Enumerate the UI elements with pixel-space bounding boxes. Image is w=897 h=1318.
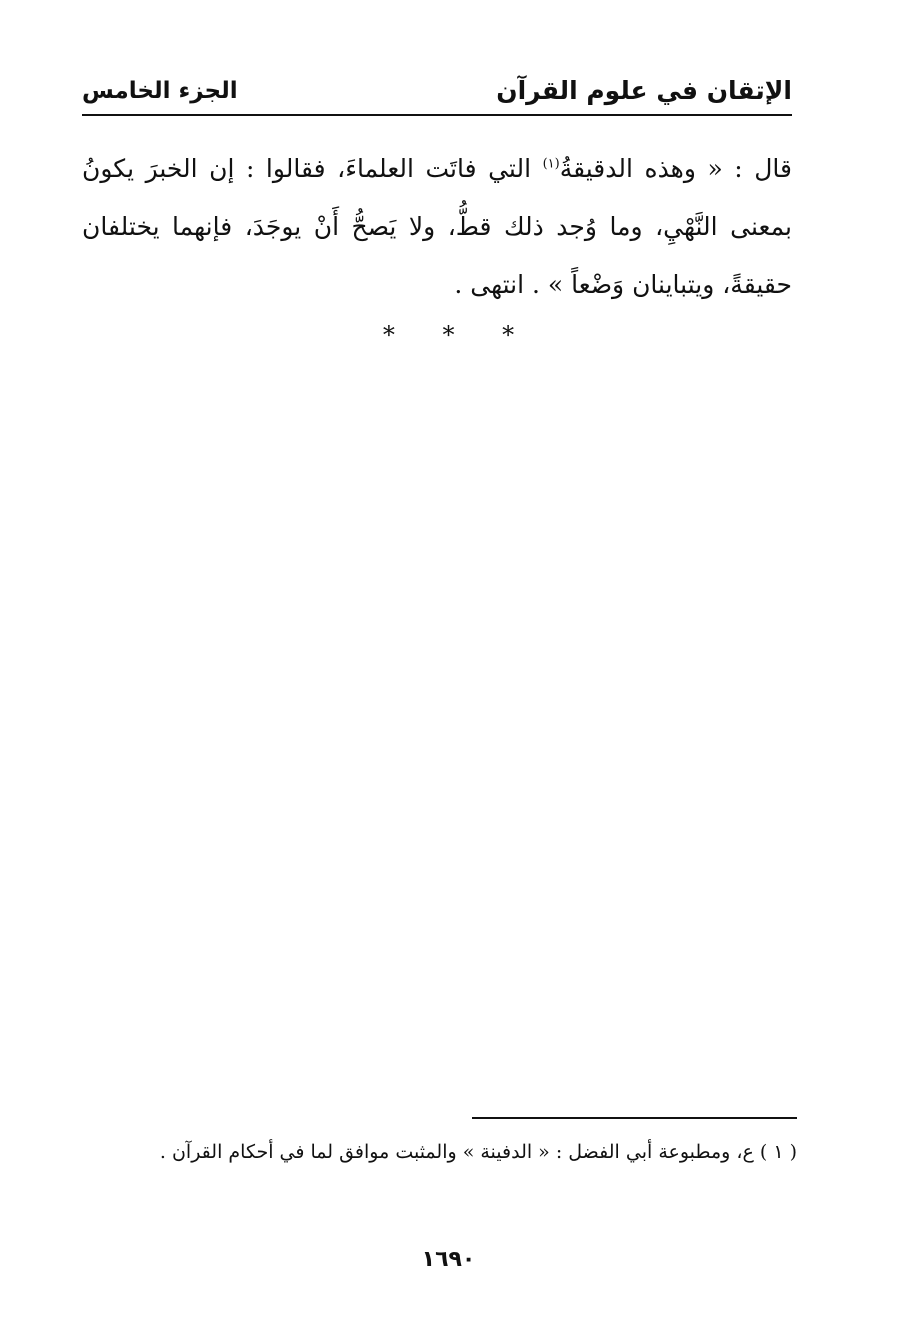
footnote-divider	[472, 1117, 797, 1119]
running-header	[82, 72, 792, 112]
main-text	[82, 140, 792, 314]
text-line-1	[82, 140, 792, 198]
footnote: ( ١ ) ع، ومطبوعة أبي الفضل : « الدفينة » والمثبت موافق لما في أحكام القرآن .	[159, 1141, 797, 1163]
asterisk-ornament: *	[382, 321, 395, 349]
book-title: الإتقان في علوم القرآن	[496, 76, 792, 105]
text-line-3: حقيقةً، ويتباينان وَضْعاً » . انتهى .	[454, 270, 792, 299]
asterisk-ornament: *	[442, 321, 455, 349]
footnote-marker: (١)	[542, 156, 560, 172]
page-number: ١٦٩٠	[421, 1247, 476, 1272]
text-line-1-start: قال : « وهذه الدقيقةُ	[559, 154, 792, 183]
asterisk-ornament: *	[502, 321, 515, 349]
section-separator	[0, 315, 897, 355]
text-line-1-end: التي فاتَت العلماءَ، فقالوا : إن الخبرَ يكونُ	[82, 154, 543, 183]
text-line-2: بمعنى النَّهْيِ، وما وُجد ذلك قطُّ، ولا يَصحُّ أَنْ يوجَدَ، فإنهما يختلفان	[82, 212, 792, 241]
volume-label: الجزء الخامس	[82, 78, 238, 104]
header-divider	[82, 114, 792, 116]
